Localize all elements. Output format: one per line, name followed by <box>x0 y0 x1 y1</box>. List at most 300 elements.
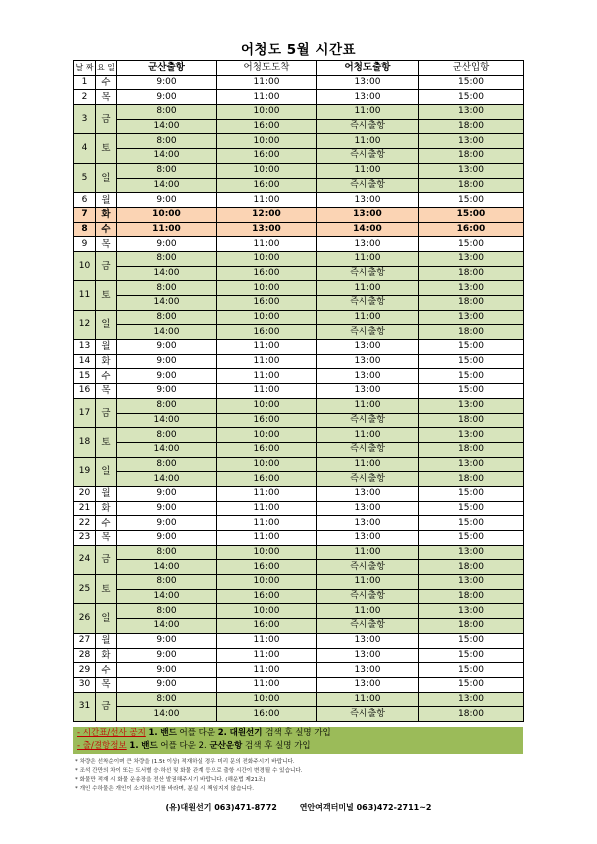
gunsan-departure-cell: 14:00 <box>117 442 217 457</box>
gunsan-departure-cell: 14:00 <box>117 560 217 575</box>
gunsan-departure-cell: 8:00 <box>117 604 217 619</box>
eocheong-arrival-cell: 11:00 <box>217 531 317 546</box>
weekday-cell: 월 <box>96 633 117 648</box>
day-cell: 18 <box>74 428 96 457</box>
day-cell: 28 <box>74 648 96 663</box>
eocheong-departure-cell: 11:00 <box>317 457 419 472</box>
table-row <box>74 281 524 296</box>
eocheong-arrival-cell: 11:00 <box>217 340 317 355</box>
gunsan-arrival-cell: 13:00 <box>419 105 524 120</box>
day-cell: 4 <box>74 134 96 163</box>
gunsan-departure-cell: 9:00 <box>117 90 217 105</box>
eocheong-departure-cell: 13:00 <box>317 648 419 663</box>
gunsan-arrival-cell: 18:00 <box>419 472 524 487</box>
eocheong-arrival-cell: 11:00 <box>217 369 317 384</box>
footnote: * 화물만 적재 시 화물 운송장을 전산 발권해주시기 바랍니다. (해운법 제21조) <box>75 777 266 783</box>
table-row <box>74 604 524 619</box>
eocheong-arrival-cell: 13:00 <box>217 222 317 237</box>
day-cell: 22 <box>74 516 96 531</box>
table-header-row <box>74 61 524 76</box>
gunsan-arrival-cell: 13:00 <box>419 310 524 325</box>
eocheong-arrival-cell: 10:00 <box>217 281 317 296</box>
gunsan-arrival-cell: 18:00 <box>419 707 524 722</box>
gunsan-arrival-cell: 13:00 <box>419 575 524 590</box>
eocheong-departure-cell: 13:00 <box>317 90 419 105</box>
weekday-cell: 토 <box>96 575 117 604</box>
eocheong-arrival-cell: 16:00 <box>217 589 317 604</box>
weekday-cell: 수 <box>96 75 117 90</box>
day-cell: 9 <box>74 237 96 252</box>
eocheong-arrival-cell: 10:00 <box>217 134 317 149</box>
eocheong-departure-cell: 즉시출항 <box>317 619 419 634</box>
notice-text: 어플 다운 <box>179 728 216 738</box>
table-row <box>74 310 524 325</box>
eocheong-departure-cell: 11:00 <box>317 604 419 619</box>
gunsan-departure-cell: 11:00 <box>117 222 217 237</box>
eocheong-arrival-cell: 10:00 <box>217 604 317 619</box>
gunsan-arrival-cell: 15:00 <box>419 486 524 501</box>
gunsan-arrival-cell: 13:00 <box>419 134 524 149</box>
day-cell: 16 <box>74 384 96 399</box>
gunsan-departure-cell: 9:00 <box>117 340 217 355</box>
eocheong-departure-cell: 11:00 <box>317 105 419 120</box>
table-row <box>74 222 524 237</box>
eocheong-arrival-cell: 10:00 <box>217 457 317 472</box>
gunsan-arrival-cell: 13:00 <box>419 692 524 707</box>
eocheong-arrival-cell: 10:00 <box>217 105 317 120</box>
eocheong-departure-cell: 즉시출항 <box>317 325 419 340</box>
header-eocheong-arrival: 어청도도착 <box>217 61 317 76</box>
eocheong-arrival-cell: 10:00 <box>217 692 317 707</box>
day-cell: 11 <box>74 281 96 310</box>
day-cell: 31 <box>74 692 96 721</box>
eocheong-departure-cell: 13:00 <box>317 663 419 678</box>
gunsan-departure-cell: 9:00 <box>117 663 217 678</box>
gunsan-departure-cell: 8:00 <box>117 310 217 325</box>
eocheong-arrival-cell: 10:00 <box>217 428 317 443</box>
day-cell: 14 <box>74 354 96 369</box>
eocheong-arrival-cell: 16:00 <box>217 325 317 340</box>
day-cell: 24 <box>74 545 96 574</box>
header-day: 날 짜 <box>74 61 96 76</box>
notice-step1: 1. <box>129 741 139 751</box>
eocheong-departure-cell: 13:00 <box>317 486 419 501</box>
gunsan-departure-cell: 8:00 <box>117 692 217 707</box>
footnote: * 차량은 선착순이며 큰 차량을 (1.5t 이상) 적재하실 경우 미리 문의 전화주시기 바랍니다. <box>75 759 295 765</box>
eocheong-arrival-cell: 16:00 <box>217 149 317 164</box>
eocheong-arrival-cell: 11:00 <box>217 90 317 105</box>
eocheong-departure-cell: 13:00 <box>317 516 419 531</box>
gunsan-arrival-cell: 13:00 <box>419 457 524 472</box>
eocheong-arrival-cell: 10:00 <box>217 575 317 590</box>
gunsan-departure-cell: 14:00 <box>117 472 217 487</box>
eocheong-arrival-cell: 16:00 <box>217 119 317 134</box>
weekday-cell: 목 <box>96 237 117 252</box>
gunsan-arrival-cell: 15:00 <box>419 75 524 90</box>
gunsan-departure-cell: 8:00 <box>117 281 217 296</box>
weekday-cell: 일 <box>96 457 117 486</box>
table-row <box>74 442 524 457</box>
eocheong-arrival-cell: 11:00 <box>217 677 317 692</box>
eocheong-departure-cell: 즉시출항 <box>317 178 419 193</box>
eocheong-departure-cell: 13:00 <box>317 531 419 546</box>
eocheong-arrival-cell: 11:00 <box>217 193 317 208</box>
eocheong-departure-cell: 13:00 <box>317 677 419 692</box>
eocheong-departure-cell: 13:00 <box>317 501 419 516</box>
day-cell: 6 <box>74 193 96 208</box>
eocheong-departure-cell: 11:00 <box>317 281 419 296</box>
eocheong-arrival-cell: 11:00 <box>217 354 317 369</box>
gunsan-arrival-cell: 15:00 <box>419 531 524 546</box>
eocheong-departure-cell: 11:00 <box>317 575 419 590</box>
gunsan-departure-cell: 14:00 <box>117 149 217 164</box>
day-cell: 13 <box>74 340 96 355</box>
day-cell: 8 <box>74 222 96 237</box>
eocheong-departure-cell: 11:00 <box>317 545 419 560</box>
footnote: * 조석 간만의 차이 또는 도서별 승·하선 및 화물 관계 등으로 출항 시간이 변경될 수 있습니다. <box>75 768 303 774</box>
schedule-notice-link[interactable]: - 시간표/선사 공지 <box>77 728 146 738</box>
notice-step1: 1. <box>148 728 158 738</box>
table-row <box>74 633 524 648</box>
header-gunsan-departure: 군산출항 <box>117 61 217 76</box>
gunsan-departure-cell: 14:00 <box>117 413 217 428</box>
day-cell: 30 <box>74 677 96 692</box>
table-row <box>74 457 524 472</box>
gunsan-arrival-cell: 15:00 <box>419 633 524 648</box>
eocheong-departure-cell: 11:00 <box>317 398 419 413</box>
gunsan-arrival-cell: 15:00 <box>419 90 524 105</box>
gunsan-arrival-cell: 13:00 <box>419 163 524 178</box>
gunsan-arrival-cell: 15:00 <box>419 516 524 531</box>
eocheong-departure-cell: 13:00 <box>317 193 419 208</box>
eocheong-departure-cell: 13:00 <box>317 237 419 252</box>
gunsan-arrival-cell: 18:00 <box>419 589 524 604</box>
gunsan-arrival-cell: 18:00 <box>419 442 524 457</box>
schedule-table <box>73 60 524 722</box>
table-row <box>74 677 524 692</box>
weekday-cell: 금 <box>96 251 117 280</box>
gunsan-departure-cell: 8:00 <box>117 428 217 443</box>
eocheong-arrival-cell: 16:00 <box>217 413 317 428</box>
gunsan-departure-cell: 8:00 <box>117 105 217 120</box>
gunsan-arrival-cell: 18:00 <box>419 413 524 428</box>
gunsan-arrival-cell: 15:00 <box>419 237 524 252</box>
weekday-cell: 목 <box>96 384 117 399</box>
company-phone: (유)대원선기 063)471-8772 <box>165 803 277 812</box>
gunsan-arrival-cell: 13:00 <box>419 604 524 619</box>
weekday-cell: 수 <box>96 222 117 237</box>
gunsan-arrival-cell: 18:00 <box>419 296 524 311</box>
gunsan-arrival-cell: 18:00 <box>419 560 524 575</box>
table-row <box>74 325 524 340</box>
gunsan-departure-cell: 8:00 <box>117 134 217 149</box>
day-cell: 15 <box>74 369 96 384</box>
table-row <box>74 413 524 428</box>
gunsan-departure-cell: 10:00 <box>117 207 217 222</box>
notice-text: 검색 후 실명 가입 <box>265 728 331 738</box>
header-dow: 요 일 <box>96 61 117 76</box>
eocheong-arrival-cell: 11:00 <box>217 633 317 648</box>
gunsan-departure-cell: 9:00 <box>117 75 217 90</box>
table-row <box>74 486 524 501</box>
gunsan-departure-cell: 9:00 <box>117 648 217 663</box>
gunsan-departure-cell: 14:00 <box>117 178 217 193</box>
weekday-cell: 목 <box>96 677 117 692</box>
eocheong-departure-cell: 즉시출항 <box>317 119 419 134</box>
eocheong-departure-cell: 11:00 <box>317 692 419 707</box>
day-cell: 29 <box>74 663 96 678</box>
table-row <box>74 472 524 487</box>
day-cell: 3 <box>74 105 96 134</box>
eocheong-departure-cell: 11:00 <box>317 134 419 149</box>
gunsan-departure-cell: 9:00 <box>117 677 217 692</box>
gunsan-arrival-cell: 16:00 <box>419 222 524 237</box>
eocheong-departure-cell: 즉시출항 <box>317 589 419 604</box>
eocheong-departure-cell: 11:00 <box>317 428 419 443</box>
gunsan-departure-cell: 9:00 <box>117 237 217 252</box>
notice-text: 검색 후 실명 가입 <box>245 741 311 751</box>
eocheong-departure-cell: 13:00 <box>317 369 419 384</box>
table-row <box>74 163 524 178</box>
gunsan-arrival-cell: 13:00 <box>419 251 524 266</box>
day-cell: 20 <box>74 486 96 501</box>
weekday-cell: 일 <box>96 604 117 633</box>
day-cell: 27 <box>74 633 96 648</box>
day-cell: 26 <box>74 604 96 633</box>
gunsan-departure-cell: 14:00 <box>117 325 217 340</box>
eocheong-arrival-cell: 11:00 <box>217 501 317 516</box>
eocheong-arrival-cell: 11:00 <box>217 663 317 678</box>
day-cell: 21 <box>74 501 96 516</box>
notice-app-band: 밴드 <box>141 741 158 751</box>
eocheong-arrival-cell: 16:00 <box>217 472 317 487</box>
contact-info <box>0 802 597 813</box>
gunsan-departure-cell: 9:00 <box>117 193 217 208</box>
operation-info-link[interactable]: - 출/결항정보 <box>77 741 127 751</box>
eocheong-arrival-cell: 11:00 <box>217 384 317 399</box>
weekday-cell: 일 <box>96 163 117 192</box>
table-row <box>74 237 524 252</box>
table-row <box>74 501 524 516</box>
eocheong-arrival-cell: 16:00 <box>217 707 317 722</box>
weekday-cell: 목 <box>96 90 117 105</box>
gunsan-arrival-cell: 15:00 <box>419 193 524 208</box>
weekday-cell: 일 <box>96 310 117 339</box>
notice-box <box>73 727 523 754</box>
table-row <box>74 575 524 590</box>
day-cell: 25 <box>74 575 96 604</box>
header-gunsan-arrival: 군산입항 <box>419 61 524 76</box>
table-row <box>74 531 524 546</box>
gunsan-departure-cell: 9:00 <box>117 486 217 501</box>
table-row <box>74 193 524 208</box>
day-cell: 12 <box>74 310 96 339</box>
weekday-cell: 금 <box>96 545 117 574</box>
gunsan-departure-cell: 14:00 <box>117 266 217 281</box>
eocheong-departure-cell: 즉시출항 <box>317 266 419 281</box>
gunsan-arrival-cell: 15:00 <box>419 501 524 516</box>
gunsan-departure-cell: 14:00 <box>117 589 217 604</box>
weekday-cell: 금 <box>96 105 117 134</box>
gunsan-arrival-cell: 15:00 <box>419 340 524 355</box>
eocheong-departure-cell: 13:00 <box>317 354 419 369</box>
table-row <box>74 663 524 678</box>
table-row <box>74 296 524 311</box>
day-cell: 17 <box>74 398 96 427</box>
eocheong-departure-cell: 13:00 <box>317 340 419 355</box>
eocheong-arrival-cell: 10:00 <box>217 163 317 178</box>
table-row <box>74 149 524 164</box>
gunsan-departure-cell: 8:00 <box>117 457 217 472</box>
gunsan-arrival-cell: 18:00 <box>419 325 524 340</box>
table-row <box>74 589 524 604</box>
day-cell: 7 <box>74 207 96 222</box>
weekday-cell: 월 <box>96 193 117 208</box>
day-cell: 1 <box>74 75 96 90</box>
gunsan-departure-cell: 8:00 <box>117 251 217 266</box>
weekday-cell: 목 <box>96 531 117 546</box>
eocheong-arrival-cell: 11:00 <box>217 648 317 663</box>
eocheong-departure-cell: 즉시출항 <box>317 560 419 575</box>
gunsan-departure-cell: 14:00 <box>117 119 217 134</box>
eocheong-arrival-cell: 10:00 <box>217 545 317 560</box>
weekday-cell: 금 <box>96 692 117 721</box>
eocheong-departure-cell: 11:00 <box>317 310 419 325</box>
gunsan-departure-cell: 8:00 <box>117 398 217 413</box>
gunsan-arrival-cell: 13:00 <box>419 281 524 296</box>
eocheong-departure-cell: 13:00 <box>317 75 419 90</box>
gunsan-departure-cell: 9:00 <box>117 501 217 516</box>
eocheong-arrival-cell: 12:00 <box>217 207 317 222</box>
eocheong-departure-cell: 즉시출항 <box>317 442 419 457</box>
eocheong-arrival-cell: 16:00 <box>217 266 317 281</box>
gunsan-arrival-cell: 13:00 <box>419 545 524 560</box>
table-row <box>74 75 524 90</box>
eocheong-arrival-cell: 16:00 <box>217 619 317 634</box>
gunsan-departure-cell: 14:00 <box>117 707 217 722</box>
weekday-cell: 토 <box>96 134 117 163</box>
gunsan-departure-cell: 9:00 <box>117 531 217 546</box>
eocheong-arrival-cell: 16:00 <box>217 442 317 457</box>
table-row <box>74 398 524 413</box>
table-row <box>74 105 524 120</box>
table-row <box>74 648 524 663</box>
gunsan-arrival-cell: 18:00 <box>419 266 524 281</box>
eocheong-departure-cell: 13:00 <box>317 633 419 648</box>
weekday-cell: 금 <box>96 398 117 427</box>
gunsan-arrival-cell: 18:00 <box>419 119 524 134</box>
footnote: * 개인 수하물은 개인이 소지하시기를 바라며, 분실 시 책임지지 않습니다. <box>75 786 255 792</box>
gunsan-arrival-cell: 18:00 <box>419 178 524 193</box>
eocheong-departure-cell: 11:00 <box>317 251 419 266</box>
eocheong-departure-cell: 즉시출항 <box>317 413 419 428</box>
notice-line-operation <box>73 740 523 753</box>
eocheong-arrival-cell: 11:00 <box>217 486 317 501</box>
gunsan-departure-cell: 9:00 <box>117 384 217 399</box>
table-row <box>74 369 524 384</box>
eocheong-departure-cell: 13:00 <box>317 384 419 399</box>
gunsan-arrival-cell: 15:00 <box>419 663 524 678</box>
day-cell: 5 <box>74 163 96 192</box>
notice-step2: 2. <box>217 728 227 738</box>
weekday-cell: 수 <box>96 516 117 531</box>
gunsan-arrival-cell: 15:00 <box>419 677 524 692</box>
table-row <box>74 340 524 355</box>
table-row <box>74 134 524 149</box>
eocheong-departure-cell: 즉시출항 <box>317 296 419 311</box>
eocheong-arrival-cell: 16:00 <box>217 296 317 311</box>
table-row <box>74 545 524 560</box>
eocheong-departure-cell: 즉시출항 <box>317 707 419 722</box>
weekday-cell: 수 <box>96 369 117 384</box>
table-row <box>74 119 524 134</box>
gunsan-arrival-cell: 18:00 <box>419 619 524 634</box>
table-row <box>74 251 524 266</box>
table-row <box>74 354 524 369</box>
weekday-cell: 토 <box>96 281 117 310</box>
day-cell: 23 <box>74 531 96 546</box>
table-row <box>74 692 524 707</box>
gunsan-departure-cell: 14:00 <box>117 619 217 634</box>
eocheong-arrival-cell: 10:00 <box>217 310 317 325</box>
weekday-cell: 화 <box>96 648 117 663</box>
gunsan-departure-cell: 9:00 <box>117 516 217 531</box>
gunsan-departure-cell: 8:00 <box>117 575 217 590</box>
table-row <box>74 178 524 193</box>
notice-app-daewon: 대원선기 <box>229 728 263 738</box>
gunsan-departure-cell: 9:00 <box>117 633 217 648</box>
eocheong-departure-cell: 11:00 <box>317 163 419 178</box>
weekday-cell: 화 <box>96 501 117 516</box>
gunsan-arrival-cell: 13:00 <box>419 398 524 413</box>
notice-app-gunsan: 군산운항 <box>209 741 243 751</box>
eocheong-arrival-cell: 11:00 <box>217 516 317 531</box>
table-row <box>74 266 524 281</box>
eocheong-arrival-cell: 16:00 <box>217 178 317 193</box>
table-row <box>74 560 524 575</box>
eocheong-arrival-cell: 16:00 <box>217 560 317 575</box>
day-cell: 2 <box>74 90 96 105</box>
table-row <box>74 619 524 634</box>
eocheong-departure-cell: 14:00 <box>317 222 419 237</box>
gunsan-arrival-cell: 15:00 <box>419 207 524 222</box>
day-cell: 10 <box>74 251 96 280</box>
terminal-phone: 연안여객터미널 063)472-2711~2 <box>299 803 432 812</box>
eocheong-arrival-cell: 10:00 <box>217 398 317 413</box>
weekday-cell: 수 <box>96 663 117 678</box>
eocheong-arrival-cell: 11:00 <box>217 75 317 90</box>
gunsan-departure-cell: 8:00 <box>117 545 217 560</box>
table-row <box>74 384 524 399</box>
gunsan-arrival-cell: 15:00 <box>419 369 524 384</box>
eocheong-arrival-cell: 11:00 <box>217 237 317 252</box>
weekday-cell: 월 <box>96 340 117 355</box>
eocheong-departure-cell: 13:00 <box>317 207 419 222</box>
eocheong-arrival-cell: 10:00 <box>217 251 317 266</box>
schedule-body <box>74 75 524 721</box>
table-row <box>74 516 524 531</box>
table-row <box>74 207 524 222</box>
notice-app-band: 밴드 <box>160 728 177 738</box>
notice-line-schedule <box>73 727 523 740</box>
gunsan-departure-cell: 9:00 <box>117 369 217 384</box>
gunsan-departure-cell: 14:00 <box>117 296 217 311</box>
table-row <box>74 90 524 105</box>
table-row <box>74 707 524 722</box>
gunsan-arrival-cell: 15:00 <box>419 648 524 663</box>
footnotes <box>75 758 525 794</box>
page-title: 어청도 5월 시간표 <box>240 42 357 58</box>
